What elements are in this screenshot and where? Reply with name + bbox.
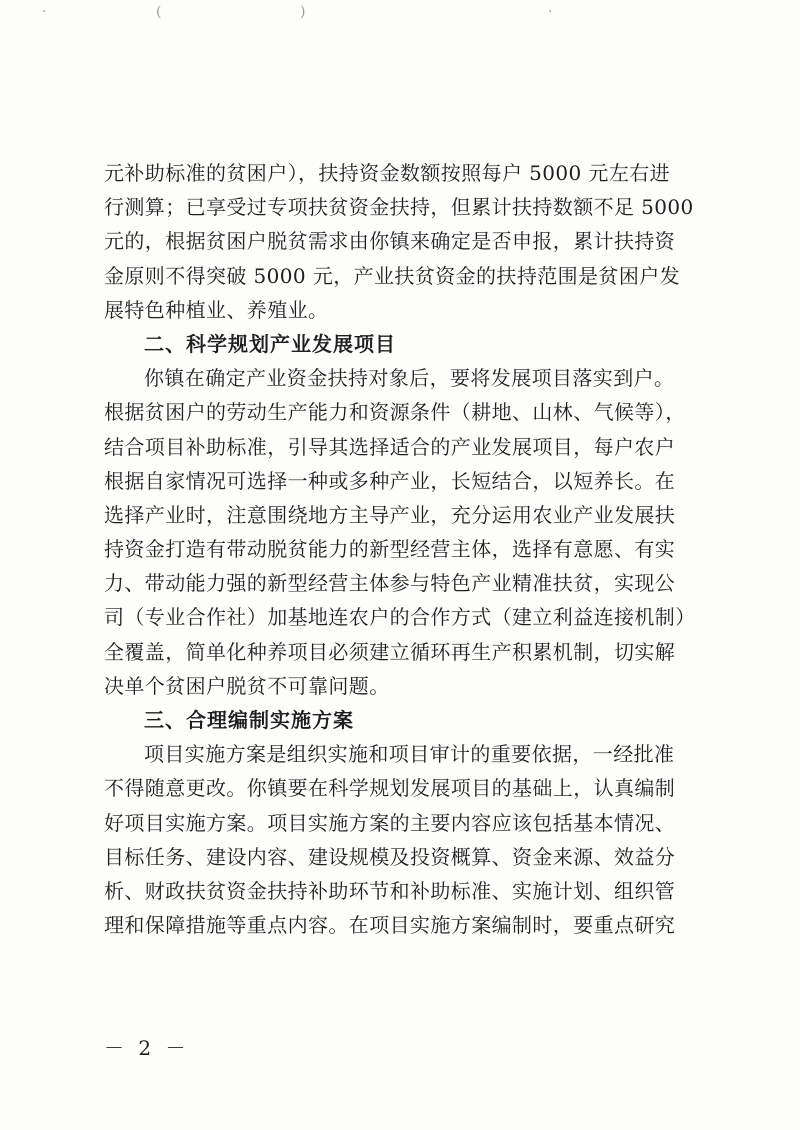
text-line: 展特色种植业、养殖业。 bbox=[104, 297, 329, 322]
paragraph-continuation bbox=[104, 156, 704, 327]
text-line: 项目实施方案是组织实施和项目审计的重要依据，一经批准 bbox=[144, 742, 675, 767]
text-line: 元补助标准的贫困户），扶持资金数额按照每户 5000 元左右进 bbox=[104, 161, 671, 185]
text-line: 全覆盖，简单化种养项目必须建立循环再生产积累机制，切实解 bbox=[104, 639, 676, 664]
text-line: 目标任务、建设内容、建设规模及投资概算、资金来源、效益分 bbox=[104, 844, 676, 869]
scan-mark: ) bbox=[300, 4, 306, 20]
text-line: 根据自家情况可选择一种或多种产业，长短结合，以短养长。在 bbox=[104, 468, 676, 493]
text-line: 不得随意更改。你镇要在科学规划发展项目的基础上，认真编制 bbox=[104, 776, 676, 801]
text-line: 力、带动能力强的新型经营主体参与特色产业精准扶贫，实现公 bbox=[104, 571, 676, 596]
text-line: 你镇在确定产业资金扶持对象后，要将发展项目落实到户。 bbox=[144, 366, 675, 391]
text-line: 结合项目补助标准，引导其选择适合的产业发展项目，每户农户 bbox=[104, 434, 676, 459]
text-line: 元的，根据贫困户脱贫需求由你镇来确定是否申报，累计扶持资 bbox=[104, 229, 676, 254]
scan-mark: · bbox=[548, 4, 553, 20]
scan-marks bbox=[0, 4, 800, 24]
section-heading-2: 二、科学规划产业发展项目 bbox=[144, 331, 396, 356]
paragraph-section-3 bbox=[104, 737, 704, 942]
text-line: 司（专业合作社）加基地连农户的合作方式（建立利益连接机制） bbox=[104, 605, 696, 630]
paragraph-section-2 bbox=[104, 361, 704, 703]
document-body bbox=[104, 156, 704, 942]
text-line: 理和保障措施等重点内容。在项目实施方案编制时，要重点研究 bbox=[104, 913, 676, 938]
text-line: 持资金打造有带动脱贫能力的新型经营主体，选择有意愿、有实 bbox=[104, 537, 676, 562]
text-line: 根据贫困户的劳动生产能力和资源条件（耕地、山林、气候等）， bbox=[104, 400, 686, 425]
text-line: 决单个贫困户脱贫不可靠问题。 bbox=[104, 673, 390, 698]
scan-mark: ( bbox=[156, 4, 162, 20]
text-line: 行测算；已享受过专项扶贫资金扶持，但累计扶持数额不足 5000 bbox=[104, 195, 694, 220]
text-line: 选择产业时，注意围绕地方主导产业，充分运用农业产业发展扶 bbox=[104, 502, 676, 527]
text-line: 析、财政扶贫资金扶持补助环节和补助标准、实施计划、组织管 bbox=[104, 878, 676, 903]
text-line: 金原则不得突破 5000 元，产业扶贫资金的扶持范围是贫困户发 bbox=[104, 263, 681, 288]
section-heading-3: 三、合理编制实施方案 bbox=[144, 708, 354, 732]
scan-mark: · bbox=[42, 4, 47, 20]
page-number: － 2 － bbox=[104, 1036, 190, 1060]
text-line: 好项目实施方案。项目实施方案的主要内容应该包括基本情况、 bbox=[104, 810, 676, 835]
